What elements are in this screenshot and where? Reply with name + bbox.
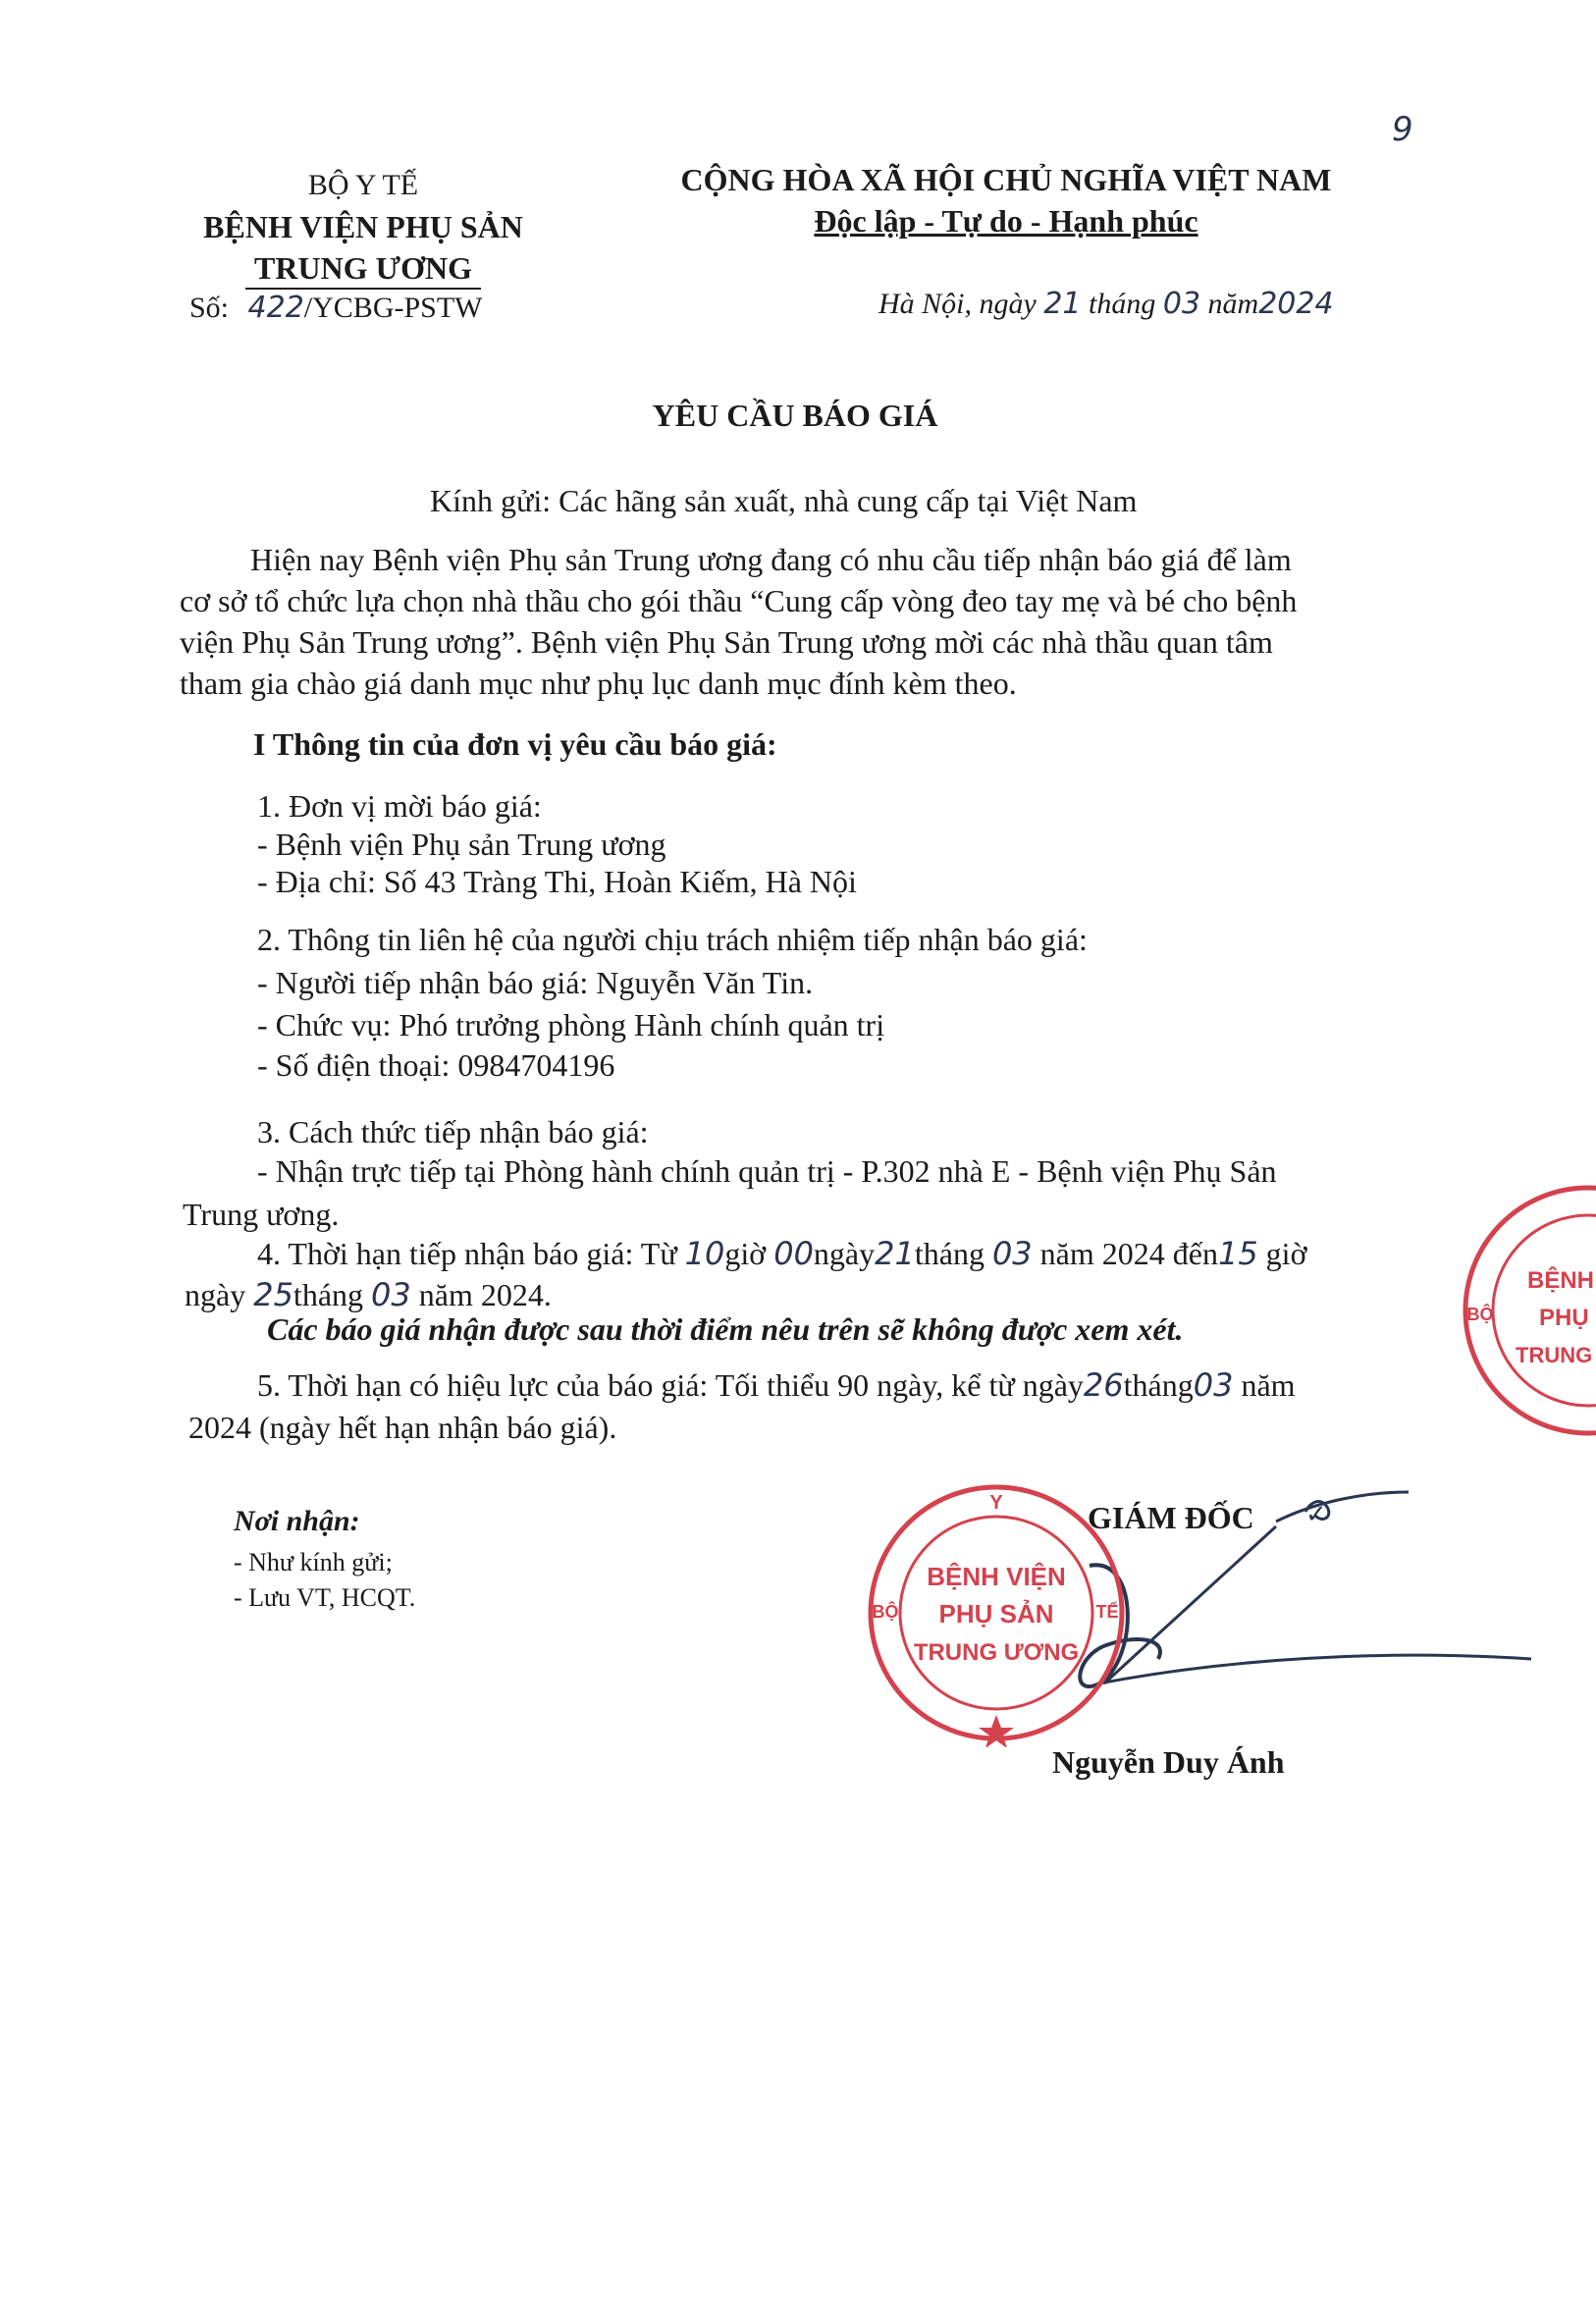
minute-from: 00: [773, 1235, 814, 1272]
item-5-line-2: 2024 (ngày hết hạn nhận báo giá).: [188, 1410, 617, 1445]
item-4-note: Các báo giá nhận được sau thời điểm nêu trên sẽ không được xem xét.: [267, 1311, 1184, 1347]
item-4-line-2: ngày 25tháng 03 năm 2024.: [185, 1276, 552, 1313]
item-1-line-2: - Địa chỉ: Số 43 Tràng Thi, Hoàn Kiếm, Hà Nội: [257, 864, 857, 899]
item-2-line-2: - Chức vụ: Phó trưởng phòng Hành chính quản trị: [257, 1007, 885, 1042]
side-stamp-left: BỘ: [1466, 1305, 1494, 1324]
item-3-line-1: - Nhận trực tiếp tại Phòng hành chính quản trị - P.302 nhà E - Bệnh viện Phụ Sản: [257, 1153, 1277, 1189]
side-stamp-line-1: BỆNH: [1527, 1267, 1595, 1294]
section-1-heading: I Thông tin của đơn vị yêu cầu báo giá:: [253, 726, 777, 762]
item-3-line-2: Trung ương.: [183, 1197, 340, 1232]
item-1-heading: 1. Đơn vị mời báo giá:: [257, 788, 542, 824]
date-day: 21: [1043, 287, 1082, 321]
validity-month: 03: [1193, 1366, 1234, 1404]
hospital-name-line1: BỆNH VIỆN PHỤ SẢN: [203, 209, 523, 244]
hospital-name-line2: TRUNG ƯƠNG: [254, 250, 472, 286]
stamp-line-1: BỆNH VIỆN: [927, 1562, 1066, 1591]
date-year: 2024: [1258, 287, 1334, 321]
day-to: 25: [253, 1276, 293, 1313]
document-title: YÊU CẦU BÁO GIÁ: [652, 398, 938, 433]
recipients-heading: Nơi nhận:: [234, 1505, 360, 1537]
item-3-heading: 3. Cách thức tiếp nhận báo giá:: [257, 1114, 649, 1149]
intro-line-1: Hiện nay Bệnh viện Phụ sản Trung ương đang có nhu cầu tiếp nhận báo giá để làm: [250, 542, 1292, 577]
recipients-line-1: - Như kính gửi;: [234, 1548, 393, 1576]
recipient-line: Kính gửi: Các hãng sản xuất, nhà cung cấp tại Việt Nam: [430, 483, 1138, 518]
document-date: Hà Nội, ngày 21 tháng 03 năm2024: [878, 287, 1334, 321]
intro-line-2: cơ sở tổ chức lựa chọn nhà thầu cho gói thầu “Cung cấp vòng đeo tay mẹ và bé cho bệnh: [180, 583, 1298, 618]
ref-suffix: /YCBG-PSTW: [303, 292, 483, 324]
side-stamp-line-2: PHỤ: [1539, 1305, 1589, 1331]
hospital-name-underline: [245, 288, 481, 290]
recipients-line-2: - Lưu VT, HCQT.: [234, 1583, 416, 1612]
hour-from: 10: [684, 1235, 725, 1272]
nation-title: CỘNG HÒA XÃ HỘI CHỦ NGHĨA VIỆT NAM: [680, 162, 1332, 197]
item-4-line-1: 4. Thời hạn tiếp nhận báo giá: Từ 10giờ 00ngày21tháng 03 năm 2024 đến15 giờ: [257, 1235, 1307, 1272]
month-from: 03: [991, 1235, 1033, 1272]
stamp-star-icon: [979, 1715, 1014, 1747]
signer-name: Nguyễn Duy Ánh: [1052, 1744, 1285, 1780]
ref-number-handwritten: 422: [247, 291, 304, 325]
month-to: 03: [371, 1276, 411, 1313]
item-1-line-1: - Bệnh viện Phụ sản Trung ương: [257, 827, 666, 862]
stamp-line-2: PHỤ SẢN: [938, 1599, 1054, 1629]
side-stamp-partial: [1451, 1163, 1596, 1458]
hospital-stamp: [864, 1477, 1129, 1747]
intro-line-3: viện Phụ Sản Trung ương”. Bệnh viện Phụ Sản Trung ương mời các nhà thầu quan tâm: [180, 624, 1273, 660]
day-from: 21: [875, 1235, 915, 1272]
national-motto: Độc lập - Tự do - Hạnh phúc: [814, 203, 1198, 239]
item-5-line-1: 5. Thời hạn có hiệu lực của báo giá: Tối thiểu 90 ngày, kể từ ngày26tháng03 năm: [257, 1366, 1296, 1404]
signature-title: GIÁM ĐỐC: [1088, 1500, 1254, 1535]
stamp-left-letters: BỘ: [872, 1602, 899, 1622]
item-2-line-1: - Người tiếp nhận báo giá: Nguyễn Văn Tin.: [257, 965, 814, 1000]
ref-prefix: Số:: [189, 292, 230, 324]
initials-mark: ✓: [1305, 1500, 1327, 1529]
validity-day: 26: [1083, 1366, 1124, 1404]
intro-line-4: tham gia chào giá danh mục như phụ lục danh mục đính kèm theo.: [180, 666, 1017, 701]
stamp-right-letters: TẾ: [1095, 1602, 1119, 1622]
ministry-name: BỘ Y TẾ: [307, 169, 419, 201]
item-2-line-3: - Số điện thoại: 0984704196: [257, 1047, 615, 1083]
date-month: 03: [1162, 287, 1201, 321]
side-stamp-line-3: TRUNG: [1516, 1343, 1593, 1367]
page-number: 9: [1392, 110, 1413, 149]
stamp-line-3: TRUNG ƯƠNG: [913, 1639, 1080, 1666]
reference-number: [189, 291, 482, 325]
item-2-heading: 2. Thông tin liên hệ của người chịu trách nhiệm tiếp nhận báo giá:: [257, 922, 1088, 957]
hour-to: 15: [1217, 1235, 1258, 1272]
stamp-top-letter: Y: [989, 1492, 1003, 1514]
